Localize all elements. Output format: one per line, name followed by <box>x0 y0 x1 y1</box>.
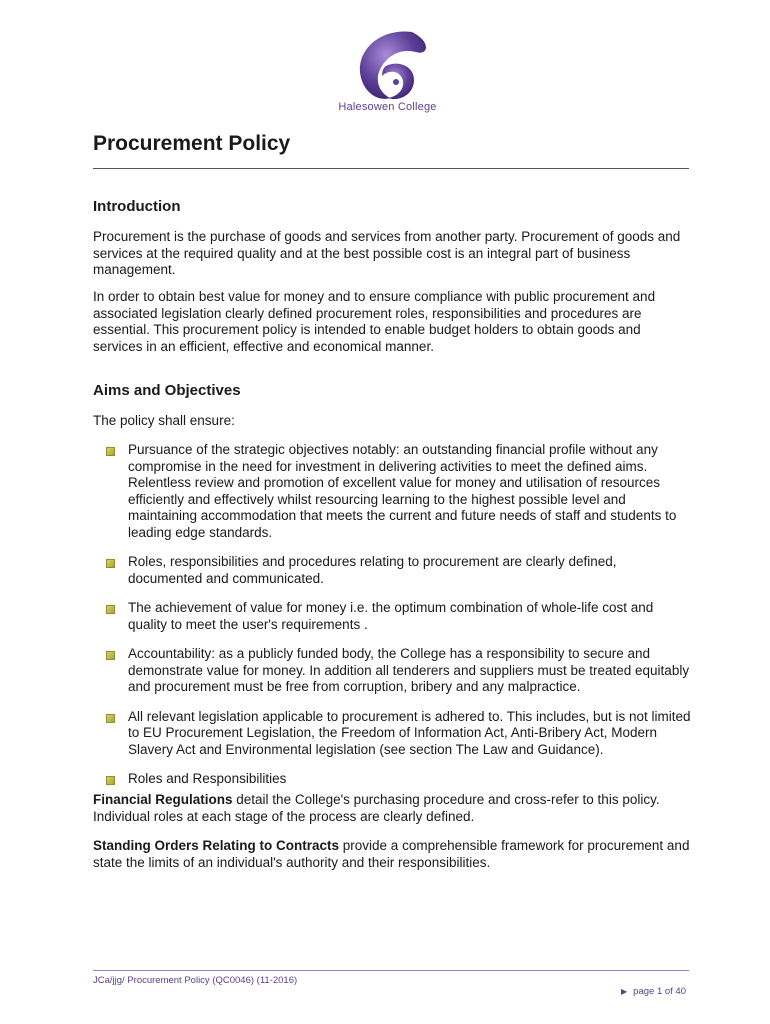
standing-orders-term: Standing Orders Relating to Contracts <box>93 838 340 853</box>
page-number-text: page 1 of 40 <box>633 986 686 997</box>
standing-orders-text: provide a comprehensible framework for procurement and state the limits of an individual's authority and their responsibilities. <box>93 838 690 870</box>
aims-heading: Aims and Objectives <box>93 382 241 399</box>
list-item <box>93 600 693 633</box>
financial-regulations-paragraph <box>93 792 693 825</box>
footer-divider <box>93 970 689 971</box>
list-item <box>93 709 693 759</box>
list-item-text: Accountability: as a publicly funded body, the College has a responsibility to secure and demonstrate value for money. In addition all tenderers and suppliers must be treated equitably and procurement must be free from corruption, bribery and any malpractice. <box>128 646 690 694</box>
intro-paragraph-1: Procurement is the purchase of goods and services from another party. Procurement of goods and services at the required quality and at the best possible cost is an integral part of business management. <box>93 229 681 277</box>
bullet-square-icon <box>106 714 115 723</box>
aims-list <box>93 442 693 801</box>
footer-reference: JCa/jjg/ Procurement Policy (QC0046) (11-2016) <box>93 975 298 986</box>
bullet-square-icon <box>106 559 115 568</box>
financial-regulations-term: Financial Regulations <box>93 792 233 807</box>
list-item-text: Roles and Responsibilities <box>128 771 287 786</box>
list-item-text: The achievement of value for money i.e. the optimum combination of whole-life cost and quality to meet the user's requirements . <box>128 600 654 632</box>
title-divider <box>93 168 689 169</box>
bullet-square-icon <box>106 776 115 785</box>
list-item-text: Pursuance of the strategic objectives notably: an outstanding financial profile without any compromise in the need for investment in delivering activities to meet the defined aims. Relentless review and promotion of excellent value for money and utilisation of resources efficiently and effectively whilst resourcing learning to the highest possible level and maintaining accommodation that meets the current and future needs of staff and students to leading edge standards. <box>128 442 677 540</box>
triangle-right-icon: ▶ <box>621 987 628 996</box>
bullet-square-icon <box>106 651 115 660</box>
financial-regulations-text: detail the College's purchasing procedure and cross-refer to this policy. Individual roles at each stage of the process are clearly defined. <box>93 792 660 824</box>
logo-text: Halesowen College <box>338 101 437 113</box>
intro-paragraph-2: In order to obtain best value for money and to ensure compliance with public procurement and associated legislation clearly defined procurement roles, responsibilities and procedures are essential. This procurement policy is intended to enable budget holders to obtain goods and services in an efficient, effective and economical manner. <box>93 289 656 354</box>
page-title: Procurement Policy <box>93 132 291 155</box>
list-item <box>93 442 693 541</box>
list-item <box>93 554 693 587</box>
bullet-square-icon <box>106 605 115 614</box>
page-number <box>621 986 686 997</box>
introduction-heading: Introduction <box>93 198 181 215</box>
list-item-text: Roles, responsibilities and procedures relating to procurement are clearly defined, documented and communicated. <box>128 554 617 586</box>
list-item <box>93 646 693 696</box>
bullet-square-icon <box>106 447 115 456</box>
aims-lead: The policy shall ensure: <box>93 413 235 428</box>
list-item <box>93 771 693 788</box>
standing-orders-paragraph <box>93 838 693 871</box>
list-item-text: All relevant legislation applicable to procurement is adhered to. This includes, but is not limited to EU Procurement Legislation, the Freedom of Information Act, Anti-Bribery Act, Modern Slavery Act and Environmental legislation (see section The Law and Guidance). <box>128 708 691 757</box>
